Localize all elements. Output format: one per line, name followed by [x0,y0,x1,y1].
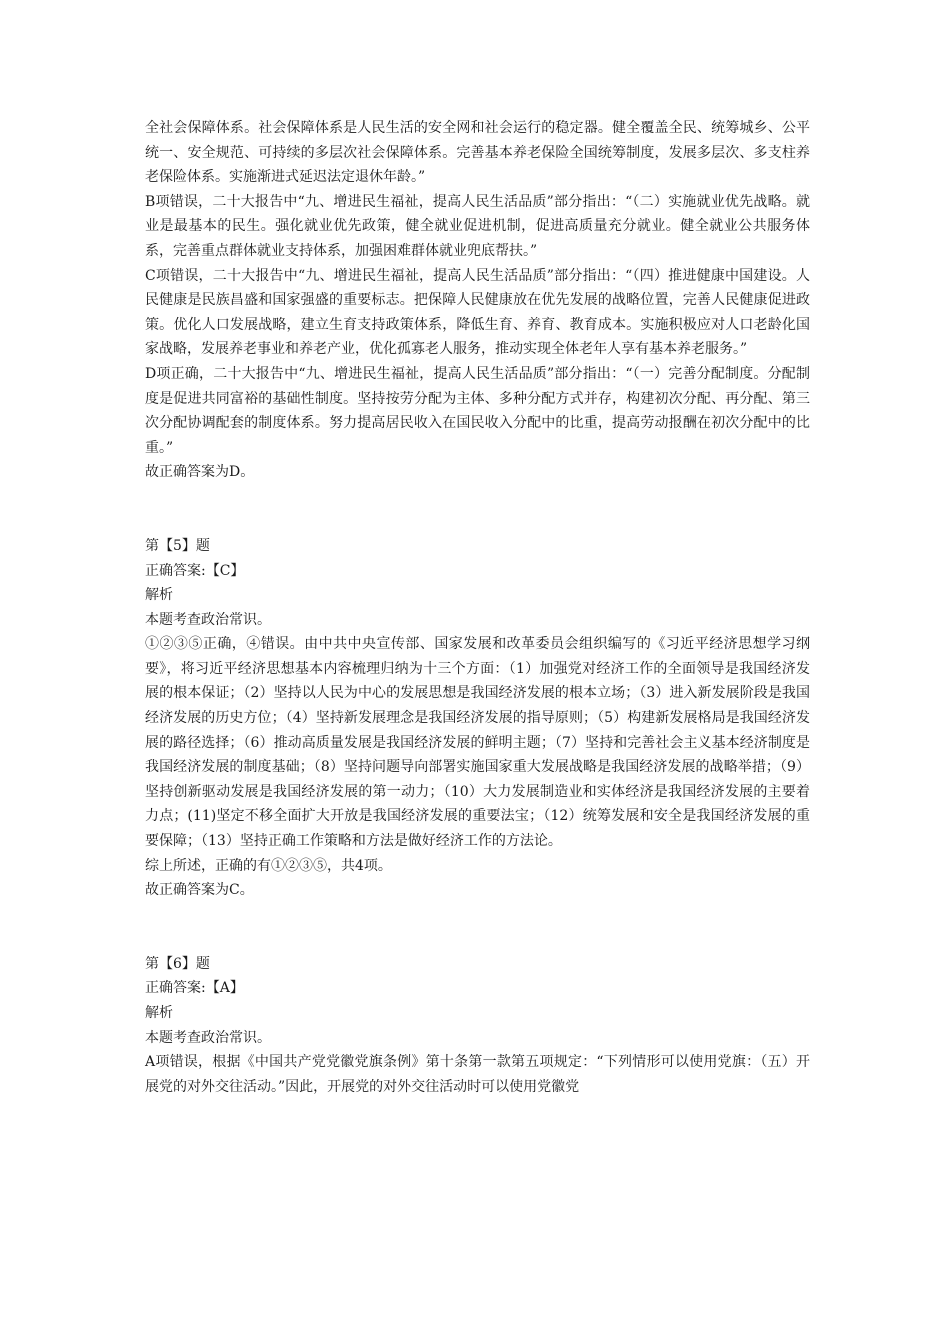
q6-option-a-paragraph: A项错误，根据《中国共产党党徽党旗条例》第十条第一款第五项规定：“下列情形可以使用党旗：（五）开展党的对外交往活动。”因此，开展党的对外交往活动时可以使用党徽党 [145,1054,810,1095]
q5-analysis-label: 解析 [145,587,173,604]
document-page [145,116,810,1099]
q5-heading: 第【5】题 [145,537,210,554]
q5-topic: 本题考查政治常识。 [145,611,271,628]
q6-topic: 本题考查政治常识。 [145,1029,271,1046]
q5-conclusion: 故正确答案为C。 [145,882,254,899]
q5-summary: 综上所述，正确的有①②③⑤，共4项。 [145,857,392,874]
section-spacer [145,485,810,534]
q6-heading: 第【6】题 [145,955,210,972]
q6-answer: 正确答案:【A】 [145,980,244,997]
section-spacer [145,903,810,952]
q4-option-c-paragraph: C项错误，二十大报告中“九、增进民生福祉，提高人民生活品质”部分指出：“（四）推进健康中国建设。人民健康是民族昌盛和国家强盛的重要标志。把保障人民健康放在优先发展的战略位置，完善人民健康促进政策。优化人口发展战略，建立生育支持政策体系，降低生育、养育、教育成本。实施积极应对人口老龄化国家战略，发展养老事业和养老产业，优化孤寡老人服务，推动实现全体老年人享有基本养老服务。” [145,267,810,358]
q6-analysis-label: 解析 [145,1005,173,1021]
q5-answer: 正确答案:【C】 [145,562,245,579]
q4-option-d-paragraph: D项正确，二十大报告中“九、增进民生福祉，提高人民生活品质”部分指出：“（一）完善分配制度。分配制度是促进共同富裕的基础性制度。坚持按劳分配为主体、多种分配方式并存，构建初次分配、再分配、第三次分配协调配套的制度体系。努力提高居民收入在国民收入分配中的比重，提高劳动报酬在初次分配中的比重。” [145,365,810,456]
q4-intro-paragraph: 全社会保障体系。社会保障体系是人民生活的安全网和社会运行的稳定器。健全覆盖全民、统筹城乡、公平统一、安全规范、可持续的多层次社会保障体系。完善基本养老保险全国统筹制度，发展多层次、多支柱养老保险体系。实施渐进式延迟法定退休年龄。” [145,120,810,186]
q4-option-b-paragraph: B项错误，二十大报告中“九、增进民生福祉，提高人民生活品质”部分指出：“（二）实施就业优先战略。就业是最基本的民生。强化就业优先政策，健全就业促进机制，促进高质量充分就业。健全就业公共服务体系，完善重点群体就业支持体系，加强困难群体就业兜底帮扶。” [145,193,810,259]
q4-conclusion: 故正确答案为D。 [145,464,255,481]
q5-body-paragraph: ①②③⑤正确，④错误。由中共中央宣传部、国家发展和改革委员会组织编写的《习近平经济思想学习纲要》，将习近平经济思想基本内容梳理归纳为十三个方面：（1）加强党对经济工作的全面领导是我国经济发展的根本保证；（2）坚持以人民为中心的发展思想是我国经济发展的根本立场；（3）进入新发展阶段是我国经济发展的历史方位；（4）坚持新发展理念是我国经济发展的指导原则；（5）构建新发展格局是我国经济发展的路径选择；（6）推动高质量发展是我国经济发展的鲜明主题；（7）坚持和完善社会主义基本经济制度是我国经济发展的制度基础；（8）坚持问题导向部署实施国家重大发展战略是我国经济发展的战略举措；（9）坚持创新驱动发展是我国经济发展的第一动力；（10）大力发展制造业和实体经济是我国经济发展的主要着力点；(11)坚定不移全面扩大开放是我国经济发展的重要法宝；（12）统筹发展和安全是我国经济发展的重要保障；（13）坚持正确工作策略和方法是做好经济工作的方法论。 [145,636,810,850]
